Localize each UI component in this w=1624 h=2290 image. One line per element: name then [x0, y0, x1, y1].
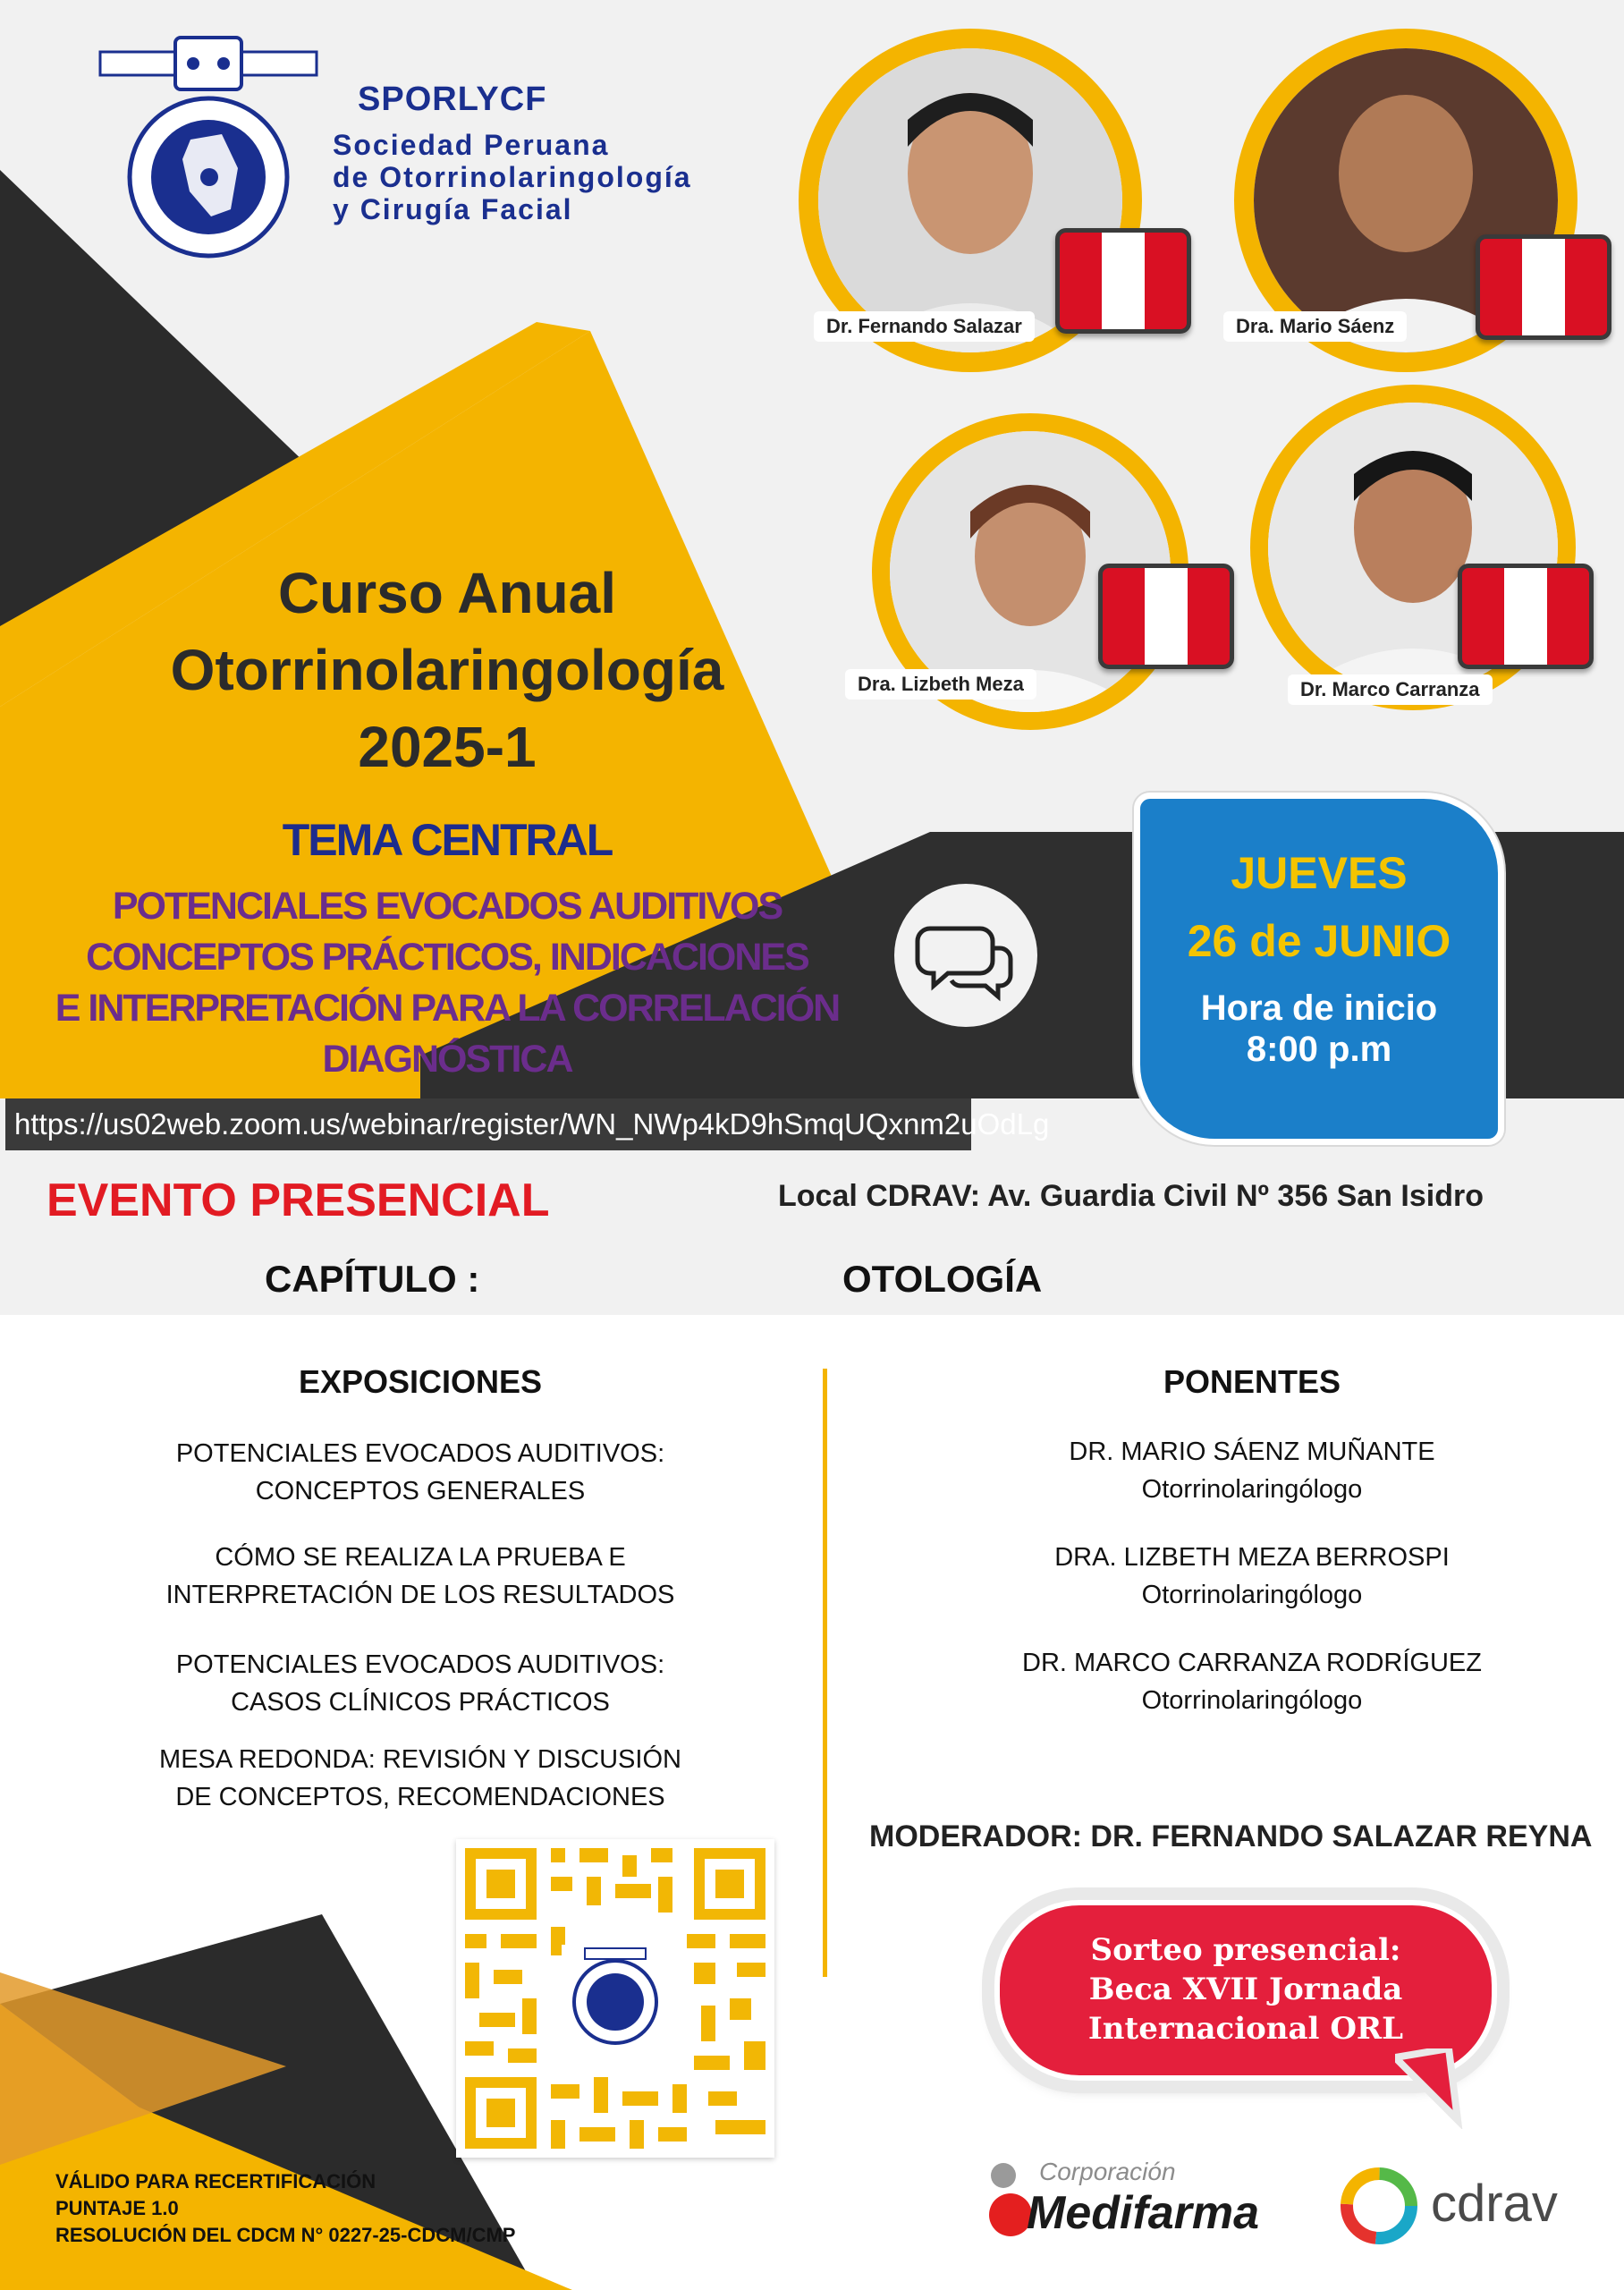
medifarma-prefix: Corporación [1039, 2158, 1176, 2185]
event-location: Local CDRAV: Av. Guardia Civil Nº 356 San Isidro [778, 1179, 1484, 1213]
chat-bubbles-icon [894, 884, 1037, 1027]
exposiciones-heading: EXPOSICIONES [298, 1363, 543, 1400]
org-acronym: SPORLYCF [358, 81, 547, 118]
peru-flag-icon [1476, 234, 1611, 340]
topic-line-3: E INTERPRETACIÓN PARA LA CORRELACIÓN [55, 987, 840, 1030]
date-time-panel [1134, 793, 1504, 1145]
qr-code-icon [465, 1848, 765, 2149]
raffle-line-2: Beca XVII Jornada [1088, 1972, 1403, 2007]
speaker-caption-3: Dra. Lizbeth Meza [845, 669, 1036, 700]
ponente-role: Otorrinolaringólogo [1141, 1581, 1363, 1609]
event-type: EVENTO PRESENCIAL [47, 1175, 550, 1226]
logo-emblem-icon [97, 34, 320, 267]
recert-line-2: PUNTAJE 1.0 [55, 2197, 179, 2219]
cdrav-logo [1331, 2159, 1599, 2249]
org-name-line-2: de Otorrinolaringología [333, 161, 692, 193]
ponentes-heading: PONENTES [1163, 1363, 1341, 1400]
recert-line-3: RESOLUCIÓN DEL CDCM N° 0227-25-CDCM/CMP [55, 2224, 516, 2246]
speaker-caption-2: Dra. Mario Sáenz [1223, 311, 1407, 342]
moderator: MODERADOR: DR. FERNANDO SALAZAR REYNA [869, 1819, 1593, 1853]
medifarma-logo [977, 2147, 1298, 2245]
sporlycf-logo [97, 34, 320, 267]
exposicion-line: INTERPRETACIÓN DE LOS RESULTADOS [165, 1581, 675, 1609]
exposicion-item [116, 1435, 724, 1510]
central-topic [0, 881, 894, 1085]
exposicion-line: DE CONCEPTOS, RECOMENDACIONES [175, 1783, 665, 1811]
course-title-line-1: Curso Anual [277, 561, 617, 625]
speaker-caption-1: Dr. Fernando Salazar [814, 311, 1035, 342]
ponente-name: DR. MARIO SÁENZ MUÑANTE [1069, 1438, 1435, 1466]
exposicion-line: POTENCIALES EVOCADOS AUDITIVOS: [175, 1650, 665, 1679]
exposicion-line: MESA REDONDA: REVISIÓN Y DISCUSIÓN [159, 1745, 681, 1774]
course-title-line-2: Otorrinolaringología [170, 638, 724, 702]
ponente-role: Otorrinolaringólogo [1141, 1686, 1363, 1715]
zoom-registration-link[interactable]: https://us02web.zoom.us/webinar/register/WN_NWp4kD9hSmqUQxnm2uOdLg [5, 1098, 971, 1150]
exposicion-line: CASOS CLÍNICOS PRÁCTICOS [231, 1688, 610, 1717]
recert-line-1: VÁLIDO PARA RECERTIFICACIÓN [55, 2170, 376, 2192]
ponente-item [948, 1539, 1556, 1614]
ponente-item [948, 1433, 1556, 1508]
course-title-line-3: 2025-1 [358, 715, 537, 779]
exposicion-line: CONCEPTOS GENERALES [255, 1477, 586, 1505]
speaker-caption-4: Dr. Marco Carranza [1288, 674, 1493, 705]
peru-flag-icon [1055, 228, 1191, 334]
speech-tail-icon [1395, 2048, 1476, 2129]
chapter-name: OTOLOGÍA [842, 1258, 1043, 1300]
raffle-line-3: Internacional ORL [1087, 2011, 1404, 2047]
ponente-role: Otorrinolaringólogo [1141, 1475, 1363, 1504]
topic-line-2: CONCEPTOS PRÁCTICOS, INDICACIONES [86, 936, 808, 979]
tema-central-label: TEMA CENTRAL [282, 815, 613, 865]
qr-code[interactable] [456, 1839, 774, 2158]
peru-flag-icon [1458, 564, 1594, 669]
ponente-name: DR. MARCO CARRANZA RODRÍGUEZ [1022, 1649, 1482, 1677]
org-name-line-3: y Cirugía Facial [333, 193, 573, 225]
raffle-line-1: Sorteo presencial: [1090, 1932, 1401, 1968]
ponente-name: DRA. LIZBETH MEZA BERROSPI [1054, 1543, 1450, 1572]
start-time: 8:00 p.m [1246, 1030, 1392, 1069]
cdrav-swirl-icon [1338, 2165, 1420, 2247]
exposicion-item [116, 1741, 724, 1816]
peru-flag-icon [1098, 564, 1234, 669]
exposicion-line: CÓMO SE REALIZA LA PRUEBA E [215, 1543, 626, 1572]
exposicion-line: POTENCIALES EVOCADOS AUDITIVOS: [175, 1439, 665, 1468]
topic-line-1: POTENCIALES EVOCADOS AUDITIVOS [112, 885, 782, 928]
org-name-line-1: Sociedad Peruana [333, 129, 610, 161]
column-divider [823, 1369, 827, 1977]
exposicion-item [116, 1646, 724, 1721]
exposicion-item [116, 1539, 724, 1614]
medifarma-name: Medifarma [1027, 2187, 1260, 2239]
start-time-label: Hora de inicio [1200, 988, 1438, 1028]
topic-line-4: DIAGNÓSTICA [322, 1038, 572, 1081]
ponente-item [948, 1644, 1556, 1719]
event-day: JUEVES [1231, 848, 1408, 898]
chapter-label: CAPÍTULO : [265, 1258, 480, 1300]
event-date: 26 de JUNIO [1187, 916, 1451, 966]
cdrav-name: cdrav [1431, 2175, 1558, 2233]
